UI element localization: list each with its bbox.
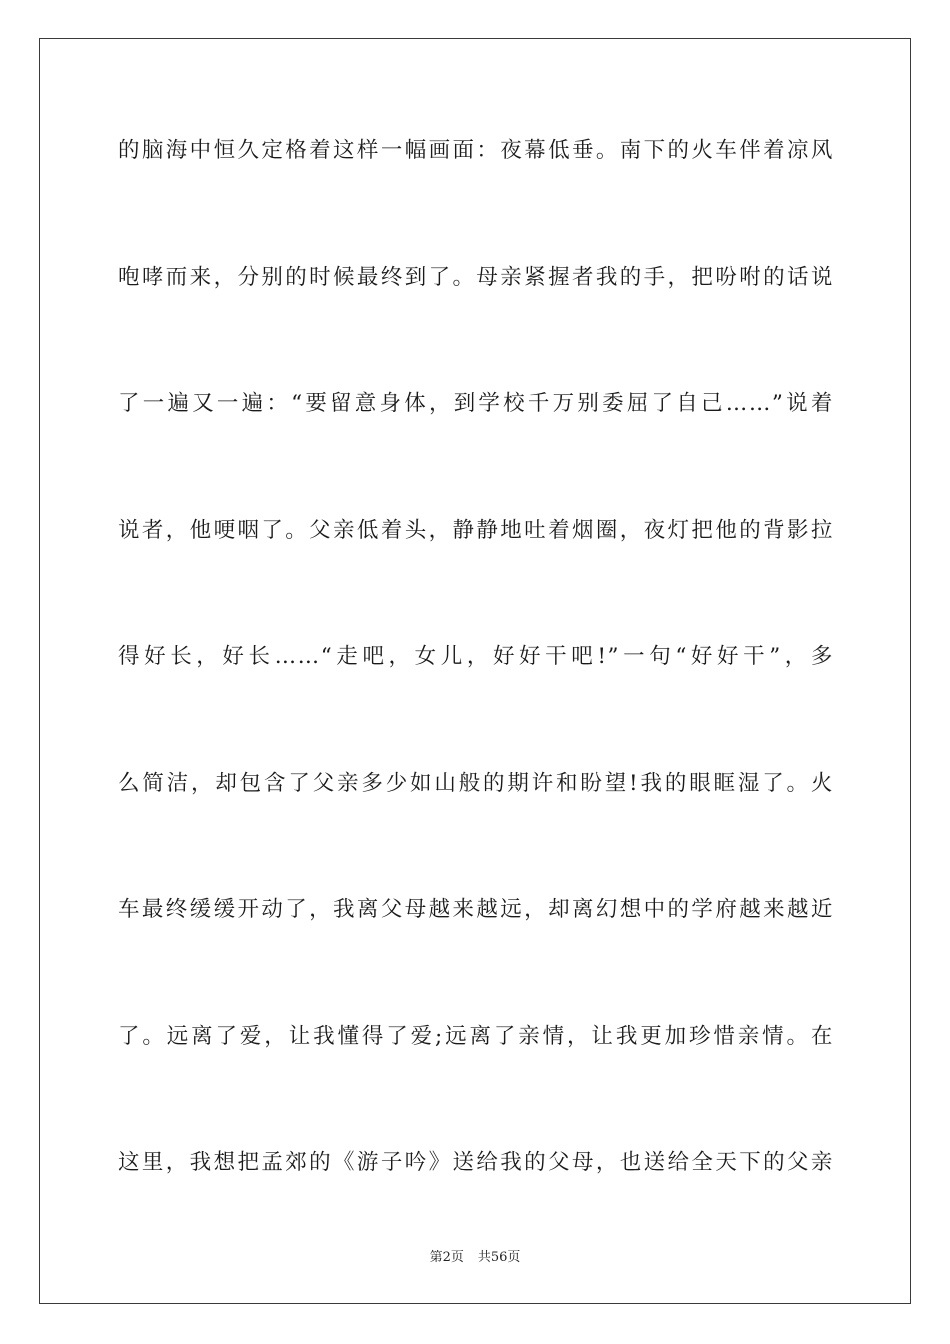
text-line-1: 的脑海中恒久定格着这样一幅画面：夜幕低垂。南下的火车伴着凉风 xyxy=(118,138,834,163)
text-line-9: 这里，我想把孟郊的《游子吟》送给我的父母，也送给全天下的父亲 xyxy=(118,1150,834,1175)
text-line-6: 么简洁，却包含了父亲多少如山般的期许和盼望!我的眼眶湿了。火 xyxy=(118,770,834,796)
page-total: 共56页 xyxy=(477,1250,521,1265)
text-line-4: 说者，他哽咽了。父亲低着头，静静地吐着烟圈，夜灯把他的背影拉 xyxy=(118,517,834,543)
document-body xyxy=(118,120,834,1259)
text-line-8: 了。远离了爱，让我懂得了爱;远离了亲情，让我更加珍惜亲情。在 xyxy=(118,1023,834,1049)
text-line-5: 得好长，好长……“走吧，女儿，好好干吧!”一句“好好干”，多 xyxy=(118,644,834,669)
text-line-2: 咆哮而来，分别的时候最终到了。母亲紧握者我的手，把吩咐的话说 xyxy=(118,264,834,290)
text-line-3: 了一遍又一遍：“要留意身体，到学校千万别委屈了自己……”说着 xyxy=(118,391,834,416)
page-number: 第2页 xyxy=(429,1250,464,1265)
page-footer xyxy=(0,1249,950,1267)
text-line-7: 车最终缓缓开动了，我离父母越来越远，却离幻想中的学府越来越近 xyxy=(118,897,834,922)
